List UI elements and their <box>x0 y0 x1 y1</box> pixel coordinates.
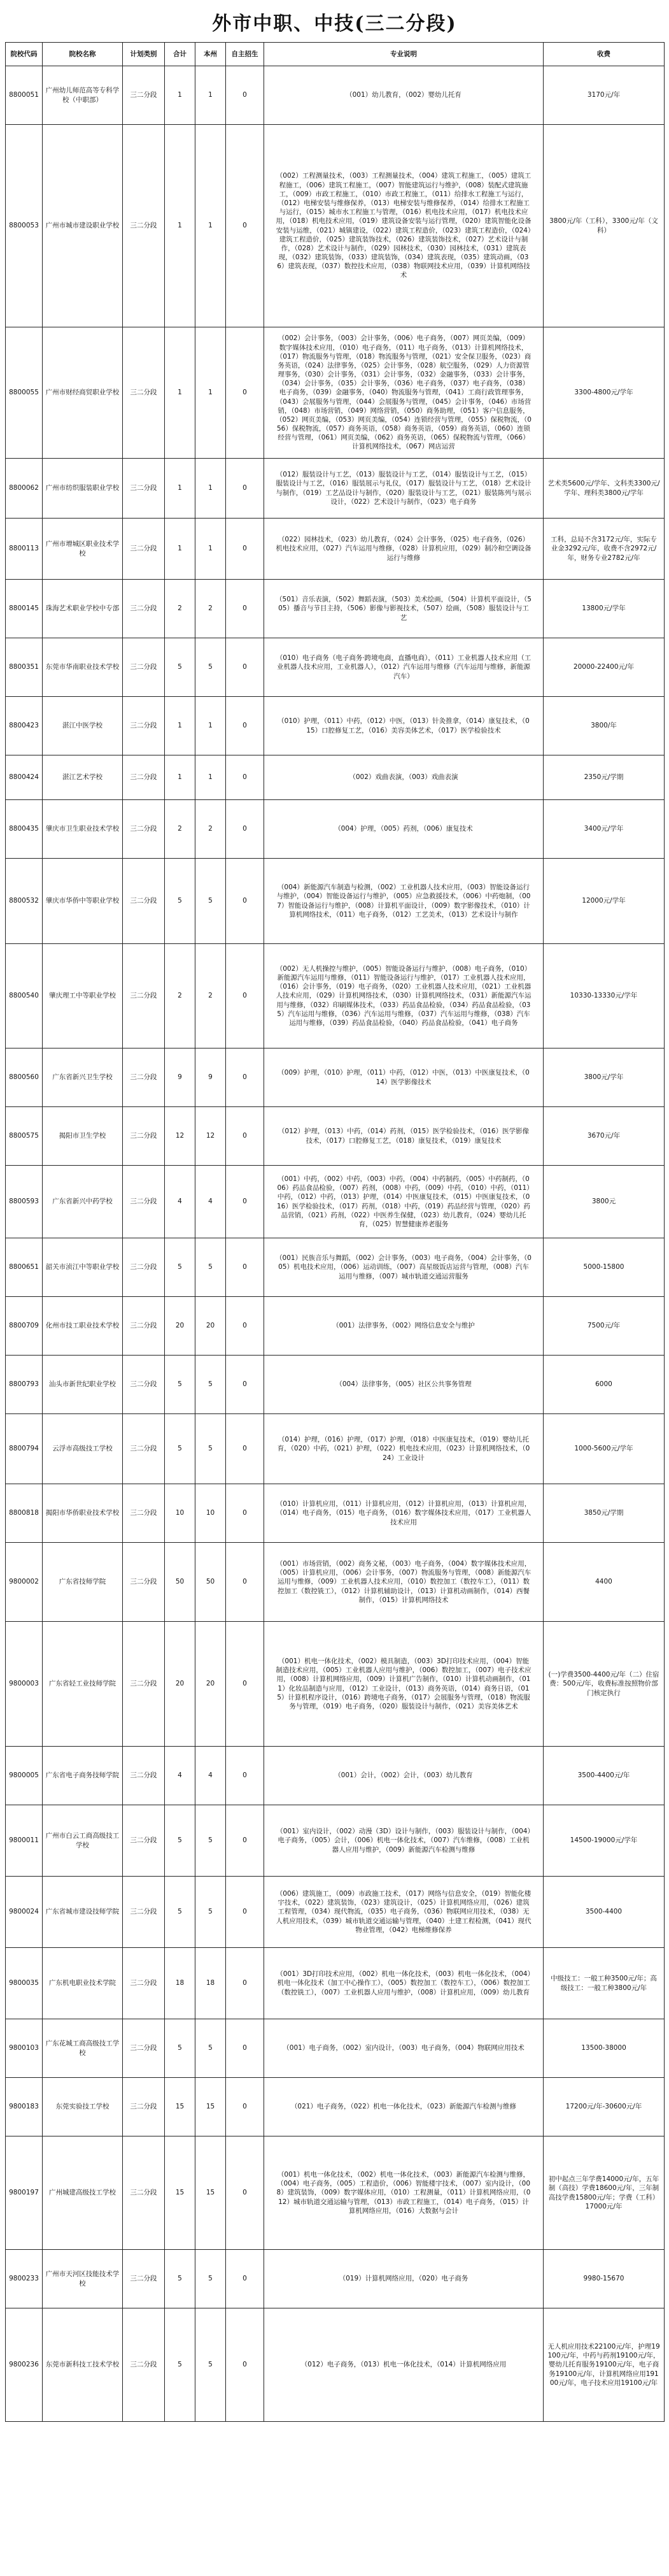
row-name: 东莞实验技工学校 <box>43 2078 123 2136</box>
row-fee: 13500-38000 <box>544 2019 665 2078</box>
row-fee: 9980-15670 <box>544 2250 665 2308</box>
row-self: 0 <box>226 800 264 859</box>
table-row <box>6 638 665 697</box>
row-type: 三二分段 <box>123 580 165 638</box>
row-majors: （002）工程测量技术，（003）工程测量技术，（004）建筑工程施工，（005）建筑工程施工，（006）建筑工程施工，（007）智能建筑运行与维护，（008）装配式建筑施工，（009）市政工程施工，（010）市政工程施工，（011）给排水工程施工与运行，（012）电梯安装与维修保养，（013）电梯安装与维修保养，（014）给排水工程施工与运行，（015）城市水工程施工与管理，（016）机电技术应用，（017）机电技术应用，（018）机电技术应用，（019）建筑设备安装与运行管理，（020）建筑智能化设备安装与运维，（021）城镇建设，（022）建筑工程造价，（023）建筑工程造价，（024）建筑工程造价，（025）建筑装饰技术，（026）建筑装饰技术，（027）艺术设计与制作，（028）艺术设计与制作，（029）园林技术，（030）园林技术，（031）建筑表现，（032）建筑装饰，（033）建筑装饰，（034）建筑表现，（035）建筑动画，（036）建筑表现，（037）数控技术应用，（038）物联网技术应用，（039）计算机网络技术 <box>264 125 544 327</box>
row-fee: 7500元/年 <box>544 1297 665 1356</box>
row-local: 10 <box>195 1484 226 1543</box>
row-local: 5 <box>195 1877 226 1948</box>
row-local: 5 <box>195 638 226 697</box>
table-row <box>6 1107 665 1166</box>
row-total: 4 <box>165 1166 195 1238</box>
row-total: 5 <box>165 2308 195 2422</box>
row-total: 1 <box>165 519 195 580</box>
table-row <box>6 1356 665 1414</box>
row-name: 东莞市华南职业技术学校 <box>43 638 123 697</box>
row-code: 8800053 <box>6 125 43 327</box>
row-type: 三二分段 <box>123 944 165 1048</box>
row-name: 珠海艺术职业学校中专部 <box>43 580 123 638</box>
row-majors: （010）计算机应用，（011）计算机应用，（012）计算机应用，（013）计算机应用，（014）电子商务，（015）电子商务，（016）数字媒体技术应用，（017）工业机器人技术应用 <box>264 1484 544 1543</box>
row-name: 广州市白云工商高级技工学校 <box>43 1805 123 1877</box>
row-type: 三二分段 <box>123 2078 165 2136</box>
row-self: 0 <box>226 459 264 519</box>
row-majors: （012）护理，（013）中药，（014）药剂，（015）医学检验技术，（016）医学影像技术，（017）口腔修复工艺，（018）康复技术，（019）康复技术 <box>264 1107 544 1166</box>
row-fee: 艺术类5600元/学年、文科类3300元/学年、理科类3800元/学年 <box>544 459 665 519</box>
row-code: 8800145 <box>6 580 43 638</box>
row-local: 1 <box>195 459 226 519</box>
row-name: 广东省新兴卫生学校 <box>43 1048 123 1107</box>
row-local: 15 <box>195 2078 226 2136</box>
row-name: 广州市纺织服装职业学校 <box>43 459 123 519</box>
row-name: 广州市财经商贸职业学校 <box>43 327 123 459</box>
row-majors: （004）新能源汽车制造与检测，（002）工业机器人技术应用，（003）智能设备运行与维护，（004）智能设备运行与维护，（005）应急救援技术，（006）中药炮制，（007）智能设备运行与维护，（008）计算机平面设计，（009）数字影像技术，（010）计算机网络技术，（011）电子商务，（012）工艺美术，（013）艺术设计与制作 <box>264 859 544 944</box>
table-row <box>6 519 665 580</box>
row-name: 揭阳市华侨职业技术学校 <box>43 1484 123 1543</box>
row-self: 0 <box>226 2308 264 2422</box>
row-self: 0 <box>226 1166 264 1238</box>
row-type: 三二分段 <box>123 859 165 944</box>
row-fee: (一)学费3500-4400元/年（二）住宿费：500元/年，收费标准按照物价部门核定执行 <box>544 1622 665 1747</box>
row-name: 化州市技工职业技术学校 <box>43 1297 123 1356</box>
row-self: 0 <box>226 2078 264 2136</box>
row-total: 5 <box>165 1877 195 1948</box>
row-total: 1 <box>165 66 195 125</box>
row-total: 1 <box>165 327 195 459</box>
table-row <box>6 580 665 638</box>
table-row <box>6 2078 665 2136</box>
row-local: 50 <box>195 1543 226 1622</box>
row-code: 8800818 <box>6 1484 43 1543</box>
row-code: 8800709 <box>6 1297 43 1356</box>
row-total: 4 <box>165 1747 195 1805</box>
row-fee: 初中起点三年学费14000元/年，五年制（高技）学费18600元/年，三年制高技学费15800元/年；学费（工科）17000元/年 <box>544 2136 665 2250</box>
row-code: 9800011 <box>6 1805 43 1877</box>
row-fee: 3850元/学期 <box>544 1484 665 1543</box>
row-type: 三二分段 <box>123 697 165 755</box>
row-code: 8800351 <box>6 638 43 697</box>
table-row <box>6 1622 665 1747</box>
row-self: 0 <box>226 66 264 125</box>
row-code: 8800651 <box>6 1238 43 1297</box>
row-total: 1 <box>165 459 195 519</box>
row-type: 三二分段 <box>123 2250 165 2308</box>
row-code: 8800424 <box>6 755 43 800</box>
row-name: 汕头市新世纪职业学校 <box>43 1356 123 1414</box>
row-self: 0 <box>226 1356 264 1414</box>
row-majors: （022）园林技术，（023）幼儿教育，（024）会计事务，（025）电子商务，（026）机电技术应用，（027）汽车运用与维修，（028）计算机应用，（029）制冷和空调设备运行与维修 <box>264 519 544 580</box>
row-name: 东莞市新科技工技术学校 <box>43 2308 123 2422</box>
table-row <box>6 1805 665 1877</box>
row-local: 1 <box>195 327 226 459</box>
row-fee: 3800元 <box>544 1166 665 1238</box>
row-majors: （501）音乐表演，（502）舞蹈表演，（503）美术绘画，（504）计算机平面设计，（505）播音与节目主持，（506）影像与影视技术，（507）绘画，（508）服装设计与工艺 <box>264 580 544 638</box>
row-total: 18 <box>165 1948 195 2019</box>
row-type: 三二分段 <box>123 1877 165 1948</box>
row-majors: （012）服装设计与工艺，（013）服装设计与工艺，（014）服装设计与工艺，（015）服装设计与工艺，（016）服装展示与礼仪，（017）服装设计与工艺，（018）艺术设计与制作，（019）工艺品设计与制作，（020）服装设计与工艺，（021）服装陈列与展示设计，（022）艺术设计与制作，（023）电子商务 <box>264 459 544 519</box>
row-total: 15 <box>165 2136 195 2250</box>
row-total: 5 <box>165 2250 195 2308</box>
row-total: 5 <box>165 2019 195 2078</box>
row-local: 2 <box>195 944 226 1048</box>
row-fee: 10330-13330元/学年 <box>544 944 665 1048</box>
row-total: 9 <box>165 1048 195 1107</box>
row-name: 肇庆市卫生职业技术学校 <box>43 800 123 859</box>
row-local: 12 <box>195 1107 226 1166</box>
row-self: 0 <box>226 2250 264 2308</box>
row-code: 8800435 <box>6 800 43 859</box>
row-local: 5 <box>195 2019 226 2078</box>
row-fee: 3400元/学年 <box>544 800 665 859</box>
row-fee: 2350元/学期 <box>544 755 665 800</box>
table-row <box>6 944 665 1048</box>
row-name: 湛江艺术学校 <box>43 755 123 800</box>
row-majors: （009）护理，（010）护理，（011）中药，（012）中医，（013）中医康复技术，（014）医学影像技术 <box>264 1048 544 1107</box>
row-self: 0 <box>226 1543 264 1622</box>
row-majors: （001）民族音乐与舞蹈，（002）会计事务，（003）电子商务，（004）会计事务，（005）机电技术应用，（006）运动训练，（007）高星级饭店运营与管理，（008）汽车运用与维修，（007）城市轨道交通运营服务 <box>264 1238 544 1297</box>
enrollment-table <box>5 42 665 2422</box>
row-type: 三二分段 <box>123 1484 165 1543</box>
row-local: 2 <box>195 580 226 638</box>
row-total: 5 <box>165 1356 195 1414</box>
row-type: 三二分段 <box>123 1356 165 1414</box>
row-type: 三二分段 <box>123 1166 165 1238</box>
row-local: 15 <box>195 2136 226 2250</box>
table-row <box>6 1484 665 1543</box>
table-row <box>6 2019 665 2078</box>
row-code: 8800051 <box>6 66 43 125</box>
row-total: 5 <box>165 859 195 944</box>
row-total: 1 <box>165 125 195 327</box>
row-majors: （021）电子商务，（022）机电一体化技术，（023）新能源汽车检测与维修 <box>264 2078 544 2136</box>
table-row <box>6 800 665 859</box>
row-code: 9800197 <box>6 2136 43 2250</box>
row-majors: （010）电子商务（电子商务·跨境电商，直播电商），（011）工业机器人技术应用（工业机器人技术应用，工业机器人），（012）汽车运用与维修（汽车运用与维修，新能源汽车） <box>264 638 544 697</box>
table-row <box>6 1877 665 1948</box>
row-name: 云浮市高级技工学校 <box>43 1414 123 1484</box>
row-name: 肇庆理工中等职业学校 <box>43 944 123 1048</box>
row-self: 0 <box>226 697 264 755</box>
row-total: 2 <box>165 944 195 1048</box>
row-type: 三二分段 <box>123 1297 165 1356</box>
header-majors: 专业说明 <box>264 43 544 66</box>
row-majors: （001）3D打印技术应用，（002）机电一体化技术，（003）机电一体化技术，（004）机电一体化技术（加工中心操作工），（005）数控加工（数控车工），（006）数控加工（数控铣工），（007）工业机器人应用与维护，（008）计算机应用，（009）幼儿教育 <box>264 1948 544 2019</box>
row-name: 广州市城市建设职业学校 <box>43 125 123 327</box>
row-total: 1 <box>165 755 195 800</box>
row-fee: 3670元/年 <box>544 1107 665 1166</box>
row-self: 0 <box>226 1877 264 1948</box>
row-fee: 4400 <box>544 1543 665 1622</box>
row-fee: 3300-4800元/学年 <box>544 327 665 459</box>
row-local: 5 <box>195 859 226 944</box>
row-fee: 3800/年 <box>544 697 665 755</box>
row-fee: 3500-4400元/年 <box>544 1747 665 1805</box>
row-code: 9800035 <box>6 1948 43 2019</box>
row-self: 0 <box>226 2136 264 2250</box>
row-code: 9800236 <box>6 2308 43 2422</box>
row-local: 5 <box>195 2308 226 2422</box>
row-majors: （006）建筑施工，（009）市政施工技术，（017）网络与信息安全，（019）智能化楼宇技术，（022）建筑装饰，（023）建筑设计，（025）计算机网络应用，（026）建筑工程管理，（034）现代物流，（035）电子商务，（036）物联网应用技术，（038）无人机应用技术，（039）城市轨道交通运输与管理，（040）土建工程检测，（041）现代物业管理，（042）电梯维修保养 <box>264 1877 544 1948</box>
row-type: 三二分段 <box>123 1048 165 1107</box>
row-majors: （001）机电一体化技术，（002）模具制造，（003）3D打印技术应用，（004）智能制造技术应用，（005）工业机器人应用与维护，（006）数控加工，（007）电子技术应用，（008）计算机网络应用，（009）计算机广告制作，（010）计算机动画制作，（011）化妆品制造与应用，（012）工业设计，（013）商务英语，（014）商务日语，（015）计算机程序设计，（016）跨境电子商务，（017）会展服务与管理，（018）物流服务与管理，（019）电子商务，（020）服装设计与制作，（021）美容美体艺术 <box>264 1622 544 1747</box>
row-name: 韶关市浈江中等职业学校 <box>43 1238 123 1297</box>
row-code: 8800794 <box>6 1414 43 1484</box>
row-total: 50 <box>165 1543 195 1622</box>
row-self: 0 <box>226 125 264 327</box>
row-total: 5 <box>165 1414 195 1484</box>
row-majors: （001）幼儿教育，（002）婴幼儿托育 <box>264 66 544 125</box>
row-total: 10 <box>165 1484 195 1543</box>
header-self: 自主招生 <box>226 43 264 66</box>
table-row <box>6 1414 665 1484</box>
row-code: 8800575 <box>6 1107 43 1166</box>
row-local: 9 <box>195 1048 226 1107</box>
row-fee: 1000-5600元/学年 <box>544 1414 665 1484</box>
row-majors: （001）中药，（002）中药，（003）中药，（004）中药制药，（005）中药制药，（006）药品食品检验，（007）药剂，（008）中药，（009）中药，（010）中药，（011）中药，（012）中药，（013）护理，（014）中医康复技术，（015）中医康复技术，（016）医学检验技术，（017）药剂，（018）中药，（019）药品经营与管理，（020）药品营销，（021）药剂，（022）中医养生保健，（023）幼儿教育，（024）婴幼儿托育，（025）智慧健康养老服务 <box>264 1166 544 1238</box>
header-row <box>6 43 665 66</box>
row-self: 0 <box>226 755 264 800</box>
row-fee: 3500-4400 <box>544 1877 665 1948</box>
row-type: 三二分段 <box>123 1414 165 1484</box>
row-code: 8800793 <box>6 1356 43 1414</box>
table-row <box>6 66 665 125</box>
row-type: 三二分段 <box>123 1622 165 1747</box>
row-total: 20 <box>165 1297 195 1356</box>
table-row <box>6 459 665 519</box>
header-local: 本州 <box>195 43 226 66</box>
table-row <box>6 1747 665 1805</box>
row-majors: （004）护理，（005）药剂，（006）康复技术 <box>264 800 544 859</box>
row-type: 三二分段 <box>123 1543 165 1622</box>
table-body <box>6 66 665 2422</box>
table-row <box>6 2250 665 2308</box>
row-type: 三二分段 <box>123 2019 165 2078</box>
row-type: 三二分段 <box>123 1107 165 1166</box>
row-type: 三二分段 <box>123 125 165 327</box>
row-type: 三二分段 <box>123 800 165 859</box>
row-majors: （014）护理，（016）护理，（017）护理，（018）中医康复技术，（019）婴幼儿托育，（020）中药，（021）护理，（022）机电技术应用，（023）计算机网络技术，（024）工业设计 <box>264 1414 544 1484</box>
row-code: 9800233 <box>6 2250 43 2308</box>
row-local: 4 <box>195 1747 226 1805</box>
row-majors: （010）护理，（011）中药，（012）中医，（013）针灸推拿，（014）康复技术，（015）口腔修复工艺，（016）美容美体艺术，（017）医学检验技术 <box>264 697 544 755</box>
header-fee: 收费 <box>544 43 665 66</box>
row-majors: （002）戏曲表演，（003）戏曲表演 <box>264 755 544 800</box>
row-type: 三二分段 <box>123 1948 165 2019</box>
table-row <box>6 1238 665 1297</box>
row-local: 18 <box>195 1948 226 2019</box>
row-fee: 3800元/学年 <box>544 1048 665 1107</box>
table-row <box>6 697 665 755</box>
row-type: 三二分段 <box>123 1747 165 1805</box>
row-local: 1 <box>195 66 226 125</box>
row-self: 0 <box>226 859 264 944</box>
row-code: 8800062 <box>6 459 43 519</box>
table-row <box>6 2308 665 2422</box>
row-self: 0 <box>226 519 264 580</box>
row-fee: 14500-19000元/学年 <box>544 1805 665 1877</box>
row-code: 9800183 <box>6 2078 43 2136</box>
row-name: 广州城建高级技工学校 <box>43 2136 123 2250</box>
row-total: 2 <box>165 800 195 859</box>
row-majors: （012）电子商务，（013）机电一体化技术，（014）计算机网络应用 <box>264 2308 544 2422</box>
row-name: 湛江中医学校 <box>43 697 123 755</box>
row-type: 三二分段 <box>123 2308 165 2422</box>
row-local: 2 <box>195 800 226 859</box>
row-self: 0 <box>226 327 264 459</box>
row-local: 5 <box>195 1414 226 1484</box>
row-fee: 6000 <box>544 1356 665 1414</box>
row-self: 0 <box>226 1948 264 2019</box>
row-majors: （019）计算机网络应用，（020）电子商务 <box>264 2250 544 2308</box>
table-row <box>6 1166 665 1238</box>
row-type: 三二分段 <box>123 1805 165 1877</box>
row-local: 1 <box>195 519 226 580</box>
row-local: 5 <box>195 1356 226 1414</box>
row-code: 8800532 <box>6 859 43 944</box>
row-self: 0 <box>226 2019 264 2078</box>
row-self: 0 <box>226 1297 264 1356</box>
row-code: 8800560 <box>6 1048 43 1107</box>
row-type: 三二分段 <box>123 1238 165 1297</box>
row-majors: （001）电子商务，（002）室内设计，（003）电子商务，（004）物联网应用技术 <box>264 2019 544 2078</box>
row-local: 5 <box>195 1805 226 1877</box>
row-total: 12 <box>165 1107 195 1166</box>
row-self: 0 <box>226 1484 264 1543</box>
row-total: 5 <box>165 1238 195 1297</box>
row-code: 9800103 <box>6 2019 43 2078</box>
row-type: 三二分段 <box>123 638 165 697</box>
row-name: 广东省轻工业技师学院 <box>43 1622 123 1747</box>
row-fee: 3800元/年（工科），3300元/年（文科） <box>544 125 665 327</box>
row-code: 8800423 <box>6 697 43 755</box>
row-name: 广州市天河区技能技术学校 <box>43 2250 123 2308</box>
row-majors: （004）法律事务，（005）社区公共事务管理 <box>264 1356 544 1414</box>
table-row <box>6 1948 665 2019</box>
row-type: 三二分段 <box>123 519 165 580</box>
row-local: 4 <box>195 1166 226 1238</box>
page-title: 外市中职、中技(三二分段) <box>212 13 457 35</box>
row-majors: （001）市场营销，（002）商务文秘，（003）电子商务，（004）数字媒体技术应用，（005）计算机应用，（006）会计事务，（007）物流服务与管理，（008）新能源汽车运用与维修，（009）工业机器人技术应用，（010）数控加工（数控车工），（011）数控加工（数控铣工），（012）计算机辅助设计，（013）计算机动画制作，（014）西餐制作，（015）计算机网络技术 <box>264 1543 544 1622</box>
table-row <box>6 1297 665 1356</box>
row-name: 广东省电子商务技师学院 <box>43 1747 123 1805</box>
table-row <box>6 755 665 800</box>
row-self: 0 <box>226 1238 264 1297</box>
row-name: 广东省新兴中药学校 <box>43 1166 123 1238</box>
row-local: 1 <box>195 755 226 800</box>
row-majors: （002）会计事务，（003）会计事务，（006）电子商务，（007）网页美编，（009）数字媒体技术应用，（010）电子商务，（011）电子商务，（013）计算机网络技术，（017）物流服务与管理，（018）物流服务与管理，（021）安全保卫服务，（023）商务英语，（024）法律事务，（025）会计事务，（028）航空服务，（029）人力资源管理事务，（030）会计事务，（031）会计事务，（032）金融事务，（033）会计事务，（034）会计事务，（035）会计事务，（036）电子商务，（037）电子商务，（038）电子商务，（039）金融事务，（040）物流服务与管理，（041）工商行政管理事务，（043）会展服务与管理，（044）会展服务与管理，（045）会计事务，（046）市场营销，（048）市场营销，（049）网络营销，（050）商务助理，（051）客户信息服务，（052）网页美编，（053）网页美编，（054）连锁经营与管理，（055）保税物流，（056）保税物流，（057）商务英语，（058）商务英语，（059）商务英语，（060）连锁经营与管理，（061）网页美编，（062）商务英语，（065）保税物流与管理，（066）计算机网络技术，（067）网店运营 <box>264 327 544 459</box>
table-row <box>6 125 665 327</box>
table-row <box>6 327 665 459</box>
row-type: 三二分段 <box>123 66 165 125</box>
row-type: 三二分段 <box>123 459 165 519</box>
row-fee: 无人机应用技术22100元/年，护理19100元/年，中药与药剂19100元/年，婴幼儿托育服务19100元/年，电子商务19100元/年，计算机网络应用19100元/年，电子技术应用19100元/年 <box>544 2308 665 2422</box>
row-code: 8800593 <box>6 1166 43 1238</box>
row-majors: （001）法律事务，（002）网络信息安全与维护 <box>264 1297 544 1356</box>
row-name: 广东花城工商高级技工学校 <box>43 2019 123 2078</box>
row-fee: 3170元/年 <box>544 66 665 125</box>
row-type: 三二分段 <box>123 755 165 800</box>
row-self: 0 <box>226 1107 264 1166</box>
row-type: 三二分段 <box>123 327 165 459</box>
header-name: 院校名称 <box>43 43 123 66</box>
header-total: 合计 <box>165 43 195 66</box>
row-local: 1 <box>195 697 226 755</box>
row-fee: 13800元/学年 <box>544 580 665 638</box>
row-code: 9800024 <box>6 1877 43 1948</box>
row-name: 广东机电职业技术学院 <box>43 1948 123 2019</box>
row-self: 0 <box>226 1048 264 1107</box>
row-total: 15 <box>165 2078 195 2136</box>
header-code: 院校代码 <box>6 43 43 66</box>
row-name: 广东省城市建设技师学院 <box>43 1877 123 1948</box>
table-row <box>6 1048 665 1107</box>
row-fee: 12000元/学年 <box>544 859 665 944</box>
row-code: 9800002 <box>6 1543 43 1622</box>
row-fee: 工科，总局不含3172元/年，实际专业金3292元/年，收费不含2972元/年，财务专业2782元/年 <box>544 519 665 580</box>
row-total: 20 <box>165 1622 195 1747</box>
row-type: 三二分段 <box>123 2136 165 2250</box>
row-total: 2 <box>165 580 195 638</box>
row-code: 9800005 <box>6 1747 43 1805</box>
row-self: 0 <box>226 1747 264 1805</box>
row-local: 5 <box>195 1238 226 1297</box>
row-total: 5 <box>165 1805 195 1877</box>
row-code: 8800113 <box>6 519 43 580</box>
row-code: 9800003 <box>6 1622 43 1747</box>
row-fee: 中级技工：一般工种3500元/年；高级技工：一般工种3800元/年 <box>544 1948 665 2019</box>
row-fee: 17200元/年-30600元/年 <box>544 2078 665 2136</box>
row-local: 1 <box>195 125 226 327</box>
row-self: 0 <box>226 580 264 638</box>
row-total: 5 <box>165 638 195 697</box>
row-self: 0 <box>226 638 264 697</box>
row-name: 肇庆市华侨中等职业学校 <box>43 859 123 944</box>
row-code: 8800055 <box>6 327 43 459</box>
row-self: 0 <box>226 1414 264 1484</box>
row-fee: 5000-15800 <box>544 1238 665 1297</box>
row-total: 1 <box>165 697 195 755</box>
table-row <box>6 859 665 944</box>
row-majors: （001）机电一体化技术，（002）机电一体化技术，（003）新能源汽车检测与维修，（004）电子商务，（005）工程造价，（006）智能楼宇技术，（007）室内设计，（008）建筑装饰，（009）数字媒体应用，（010）工程测量，（011）计算机网络应用，（012）城市轨道交通运输与管理，（013）市政工程施工，（014）电子商务，（015）计算机网络应用，（016）大数据与会计 <box>264 2136 544 2250</box>
row-majors: （001）室内设计，（002）动漫（3D）设计与制作，（003）服装设计与制作，（004）电子商务，（005）会计，（006）机电一体化技术，（007）汽车维修，（008）工业机器人应用与维护，（009）新能源汽车检测与维修 <box>264 1805 544 1877</box>
row-self: 0 <box>226 944 264 1048</box>
header-type: 计划类别 <box>123 43 165 66</box>
row-majors: （002）无人机操控与维护，（005）智能设备运行与维护，（008）电子商务，（010）新能源汽车运用与维修，（011）智能设备运行与维护，（017）工业机器人技术应用，（016）会计事务，（019）电子商务，（020）工业机器人技术应用，（021）工业机器人技术应用，（029）计算机网络技术，（030）计算机网络技术，（031）新能源汽车运用与维修，（032）印刷媒体技术，（033）药品食品检验，（034）药品食品检验，（035）汽车运用与维修，（036）汽车运用与维修，（037）汽车运用与维修，（038）汽车运用与维修，（039）药品食品检验，（040）药品食品检验，（041）电子商务 <box>264 944 544 1048</box>
row-self: 0 <box>226 1622 264 1747</box>
row-code: 8800540 <box>6 944 43 1048</box>
row-name: 揭阳市卫生学校 <box>43 1107 123 1166</box>
row-majors: （001）会计，（002）会计，（003）幼儿教育 <box>264 1747 544 1805</box>
row-fee: 20000-22400元/年 <box>544 638 665 697</box>
row-local: 5 <box>195 2250 226 2308</box>
row-name: 广州幼儿师范高等专科学校（中职部） <box>43 66 123 125</box>
row-name: 广东省技师学院 <box>43 1543 123 1622</box>
row-name: 广州市增城区职业技术学校 <box>43 519 123 580</box>
table-row <box>6 2136 665 2250</box>
row-local: 20 <box>195 1622 226 1747</box>
row-local: 20 <box>195 1297 226 1356</box>
row-self: 0 <box>226 1805 264 1877</box>
table-row <box>6 1543 665 1622</box>
